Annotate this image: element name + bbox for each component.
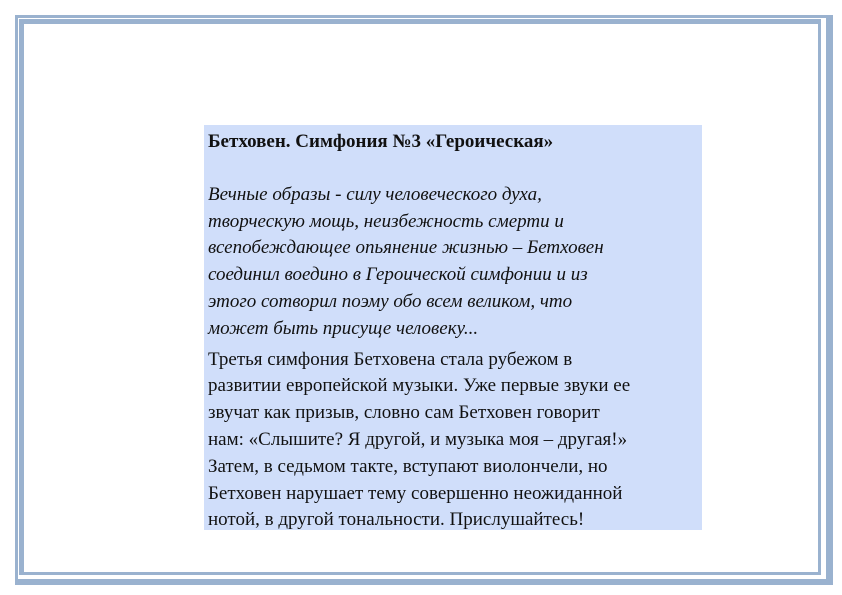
slide-title: Бетховен. Симфония №3 «Героическая» bbox=[208, 131, 554, 152]
body-paragraph: Третья симфония Бетховена стала рубежом в развитии европейской музыки. Уже первые звуки ее звучат как призыв, словно сам Бетховен говорит нам: «Слышите? Я другой, и музыка моя – другая!» Затем, в седьмом такте, вступают виолончели, но Бетховен нарушает тему совершенно неожиданной нотой, в другой тональности. Прислушайтесь! bbox=[208, 348, 631, 531]
quote-paragraph: Вечные образы - силу человеческого духа, творческую мощь, неизбежность смерти и всепобеждающее опьянение жизнью – Бетховен соединил воедино в Героической симфонии и из этого сотворил поэму обо всем великом, что может быть присуще человеку... bbox=[208, 183, 604, 339]
text-panel bbox=[204, 125, 702, 530]
